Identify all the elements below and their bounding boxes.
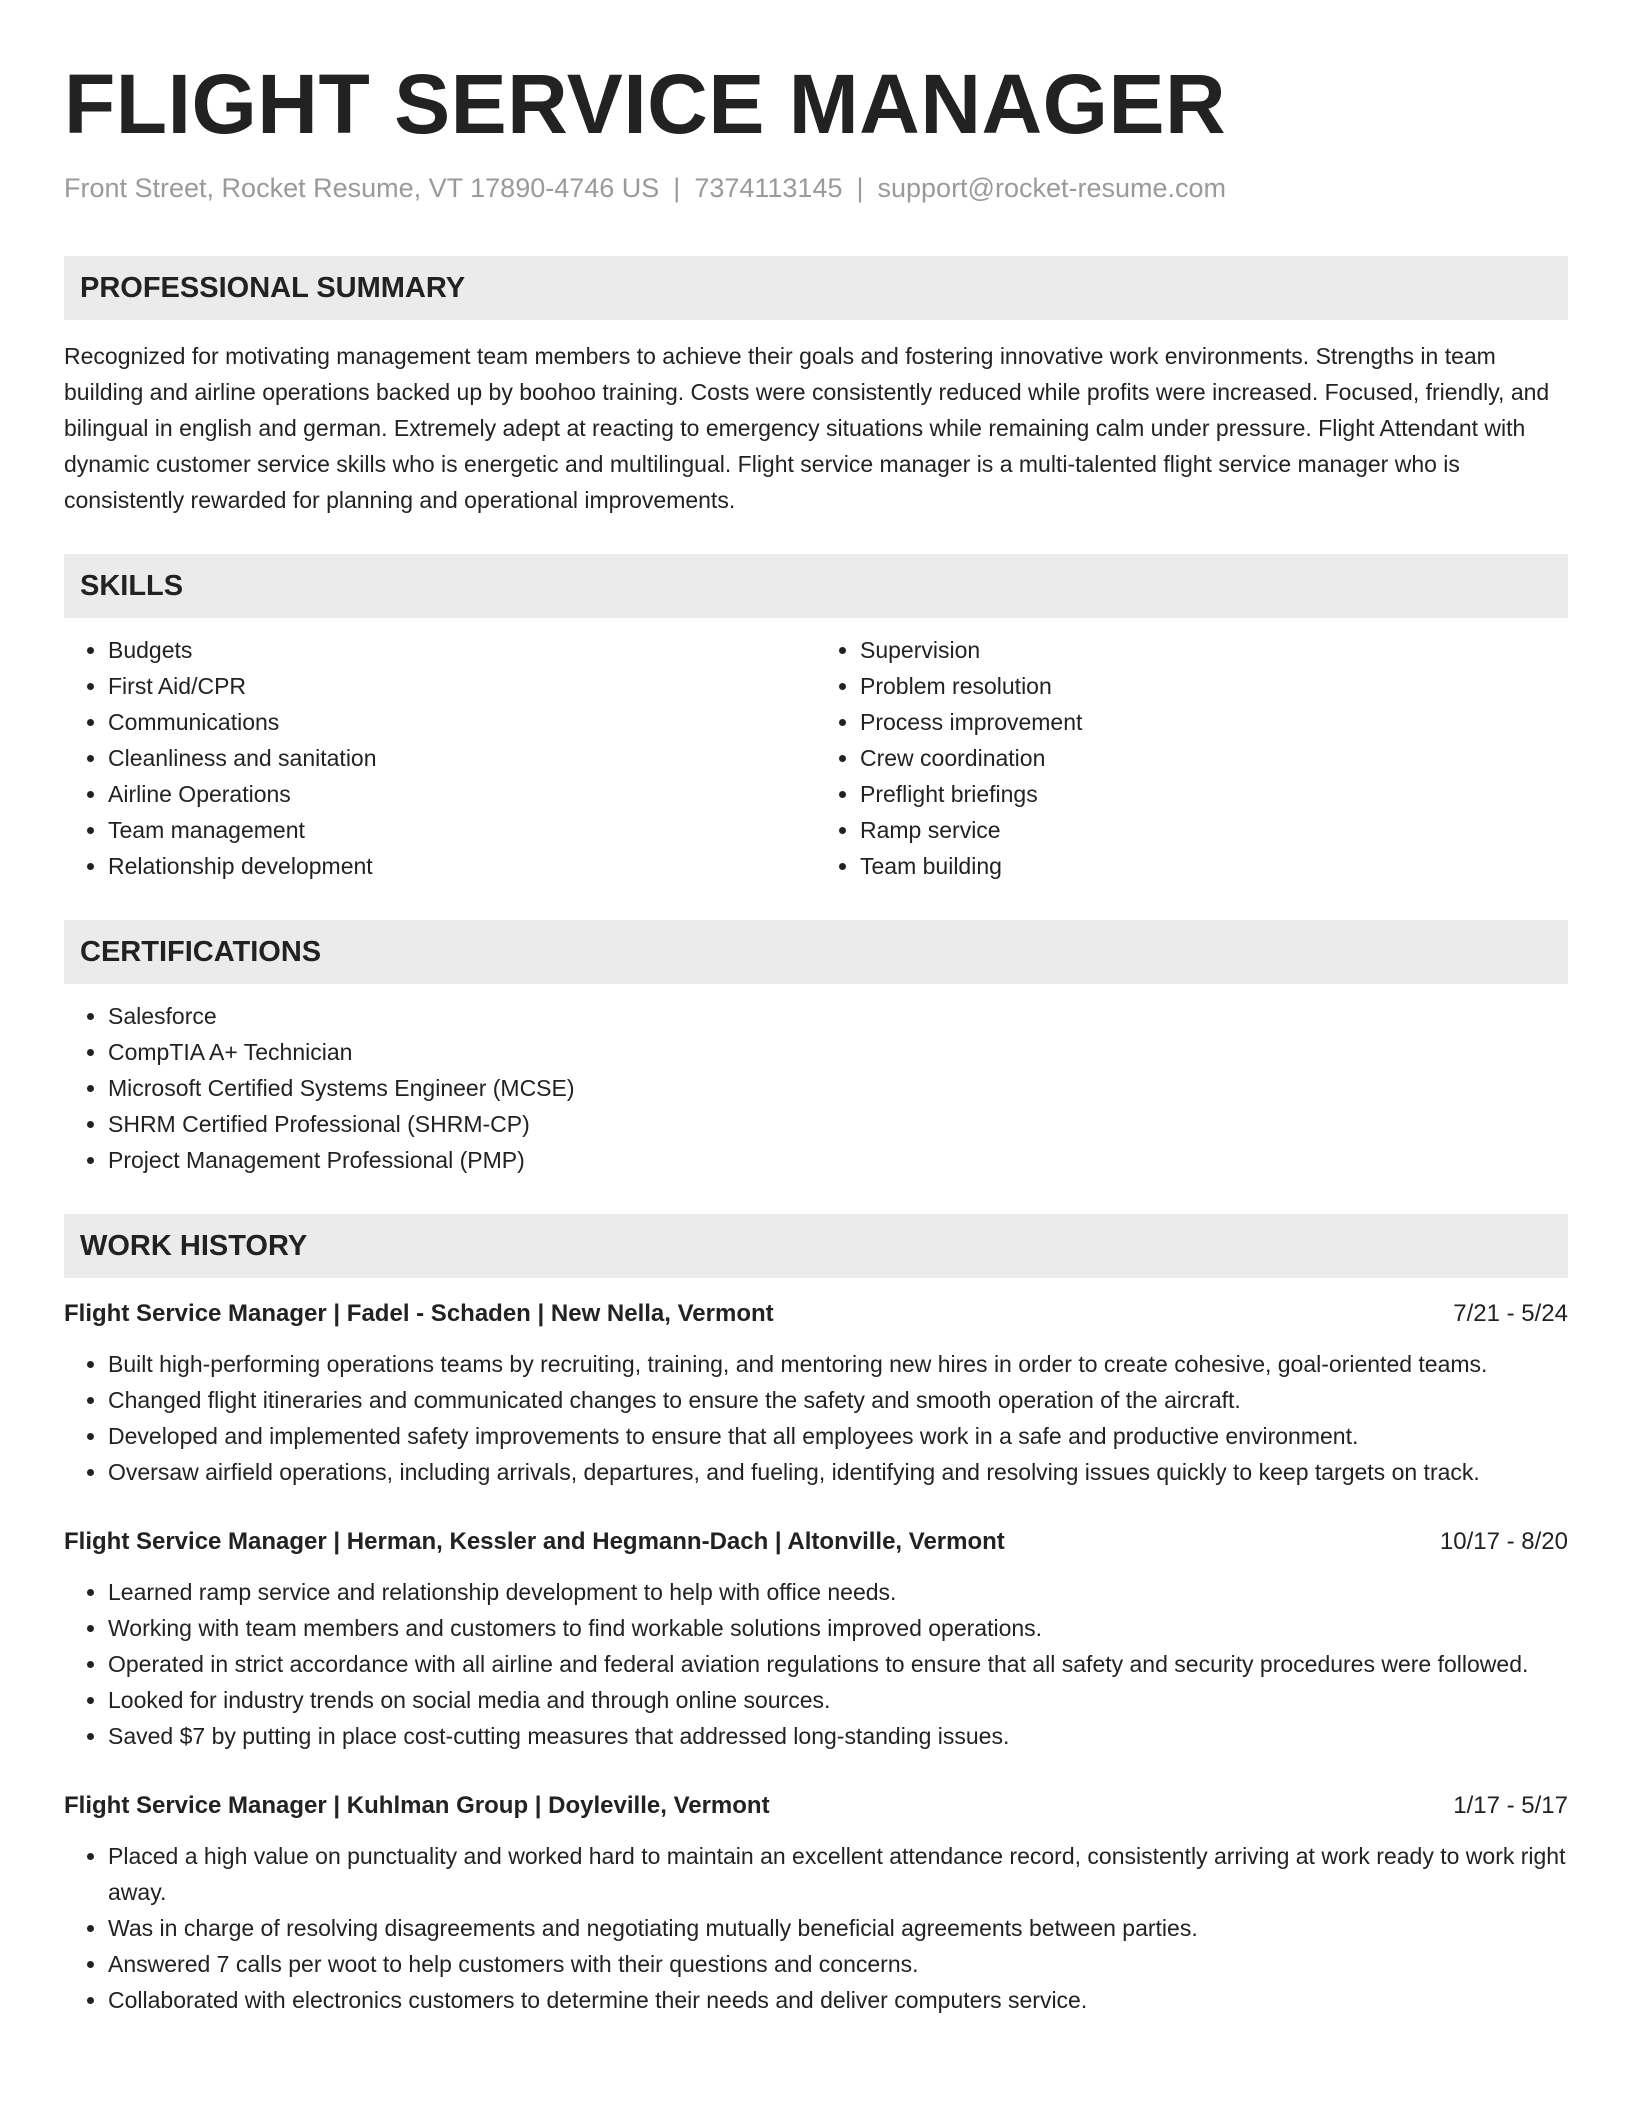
job-bullets <box>64 1574 1568 1754</box>
contact-phone: 7374113145 <box>694 173 843 203</box>
job-bullet: • Learned ramp service and relationship development to help with office needs. <box>108 1574 1568 1610</box>
skill-item: • Crew coordination <box>860 740 1568 776</box>
skill-item: • Airline Operations <box>108 776 816 812</box>
skills-grid <box>64 618 1568 884</box>
section-title: PROFESSIONAL SUMMARY <box>64 256 1568 320</box>
job-entry <box>64 1524 1568 1754</box>
job-bullet: • Was in charge of resolving disagreements and negotiating mutually beneficial agreements between parties. <box>108 1910 1568 1946</box>
skill-item: • Preflight briefings <box>860 776 1568 812</box>
job-bullet: • Developed and implemented safety improvements to ensure that all employees work in a safe and productive environment. <box>108 1418 1568 1454</box>
job-bullet: • Oversaw airfield operations, including arrivals, departures, and fueling, identifying and resolving issues quickly to keep targets on track. <box>108 1454 1568 1490</box>
job-heading: Flight Service Manager | Fadel - Schaden | New Nella, Vermont <box>64 1300 774 1327</box>
job-bullet: • Answered 7 calls per woot to help customers with their questions and concerns. <box>108 1946 1568 1982</box>
job-bullet: • Built high-performing operations teams by recruiting, training, and mentoring new hires in order to create cohesive, goal-oriented teams. <box>108 1346 1568 1382</box>
job-entry <box>64 1296 1568 1490</box>
job-bullet: • Collaborated with electronics customers to determine their needs and deliver computers service. <box>108 1982 1568 2018</box>
job-header <box>64 1296 1568 1332</box>
job-heading: Flight Service Manager | Kuhlman Group | Doyleville, Vermont <box>64 1792 770 1819</box>
resume-page <box>64 56 1568 2018</box>
section-title: CERTIFICATIONS <box>64 920 1568 984</box>
skills-list-left <box>64 632 816 884</box>
candidate-name: FLIGHT SERVICE MANAGER <box>64 57 1227 151</box>
contact-separator: | <box>673 173 681 203</box>
job-bullet: • Saved $7 by putting in place cost-cutting measures that addressed long-standing issues. <box>108 1718 1568 1754</box>
certification-item: • SHRM Certified Professional (SHRM-CP) <box>108 1106 1568 1142</box>
skill-item: • Process improvement <box>860 704 1568 740</box>
job-bullets <box>64 1346 1568 1490</box>
certifications-section <box>64 920 1568 1178</box>
work-history-section <box>64 1214 1568 2018</box>
job-bullet: • Changed flight itineraries and communicated changes to ensure the safety and smooth operation of the aircraft. <box>108 1382 1568 1418</box>
job-header <box>64 1524 1568 1560</box>
skill-item: • First Aid/CPR <box>108 668 816 704</box>
job-dates: 1/17 - 5/17 <box>1453 1792 1568 1819</box>
skill-item: • Problem resolution <box>860 668 1568 704</box>
contact-separator: | <box>856 173 864 203</box>
job-bullet: • Operated in strict accordance with all airline and federal aviation regulations to ensure that all safety and security procedures were followed. <box>108 1646 1568 1682</box>
skills-section <box>64 554 1568 884</box>
skills-list-right <box>816 632 1568 884</box>
job-header <box>64 1788 1568 1824</box>
contact-address: Front Street, Rocket Resume, VT 17890-4746 US <box>64 173 660 203</box>
section-title: SKILLS <box>64 554 1568 618</box>
skill-item: • Budgets <box>108 632 816 668</box>
summary-text: Recognized for motivating management team members to achieve their goals and fostering innovative work environments. Strengths in team building and airline operations backed up by boohoo training. Costs were consistently reduced while profits were increased. Focused, friendly, and bilingual in english and german. Extremely adept at reacting to emergency situations while remaining calm under pressure. Flight Attendant with dynamic customer service skills who is energetic and multilingual. Flight service manager is a multi-talented flight service manager who is consistently rewarded for planning and operational improvements. <box>64 343 1550 513</box>
contact-line <box>64 170 1568 206</box>
skill-item: • Ramp service <box>860 812 1568 848</box>
skill-item: • Communications <box>108 704 816 740</box>
job-bullets <box>64 1838 1568 2018</box>
certifications-list <box>64 998 1568 1178</box>
professional-summary-section <box>64 256 1568 518</box>
section-title: WORK HISTORY <box>64 1214 1568 1278</box>
job-entry <box>64 1788 1568 2018</box>
skill-item: • Team management <box>108 812 816 848</box>
skill-item: • Team building <box>860 848 1568 884</box>
job-bullet: • Working with team members and customers to find workable solutions improved operations. <box>108 1610 1568 1646</box>
skill-item: • Cleanliness and sanitation <box>108 740 816 776</box>
contact-email[interactable]: support@rocket-resume.com <box>877 173 1227 203</box>
job-dates: 7/21 - 5/24 <box>1453 1300 1568 1327</box>
skill-item: • Relationship development <box>108 848 816 884</box>
job-heading: Flight Service Manager | Herman, Kessler and Hegmann-Dach | Altonville, Vermont <box>64 1528 1005 1555</box>
job-bullet: • Looked for industry trends on social media and through online sources. <box>108 1682 1568 1718</box>
job-dates: 10/17 - 8/20 <box>1439 1528 1568 1555</box>
certification-item: • Project Management Professional (PMP) <box>108 1142 1568 1178</box>
certification-item: • Salesforce <box>108 998 1568 1034</box>
certification-item: • CompTIA A+ Technician <box>108 1034 1568 1070</box>
certification-item: • Microsoft Certified Systems Engineer (MCSE) <box>108 1070 1568 1106</box>
job-bullet: • Placed a high value on punctuality and worked hard to maintain an excellent attendance record, consistently arriving at work ready to work right away. <box>108 1838 1568 1910</box>
skill-item: • Supervision <box>860 632 1568 668</box>
